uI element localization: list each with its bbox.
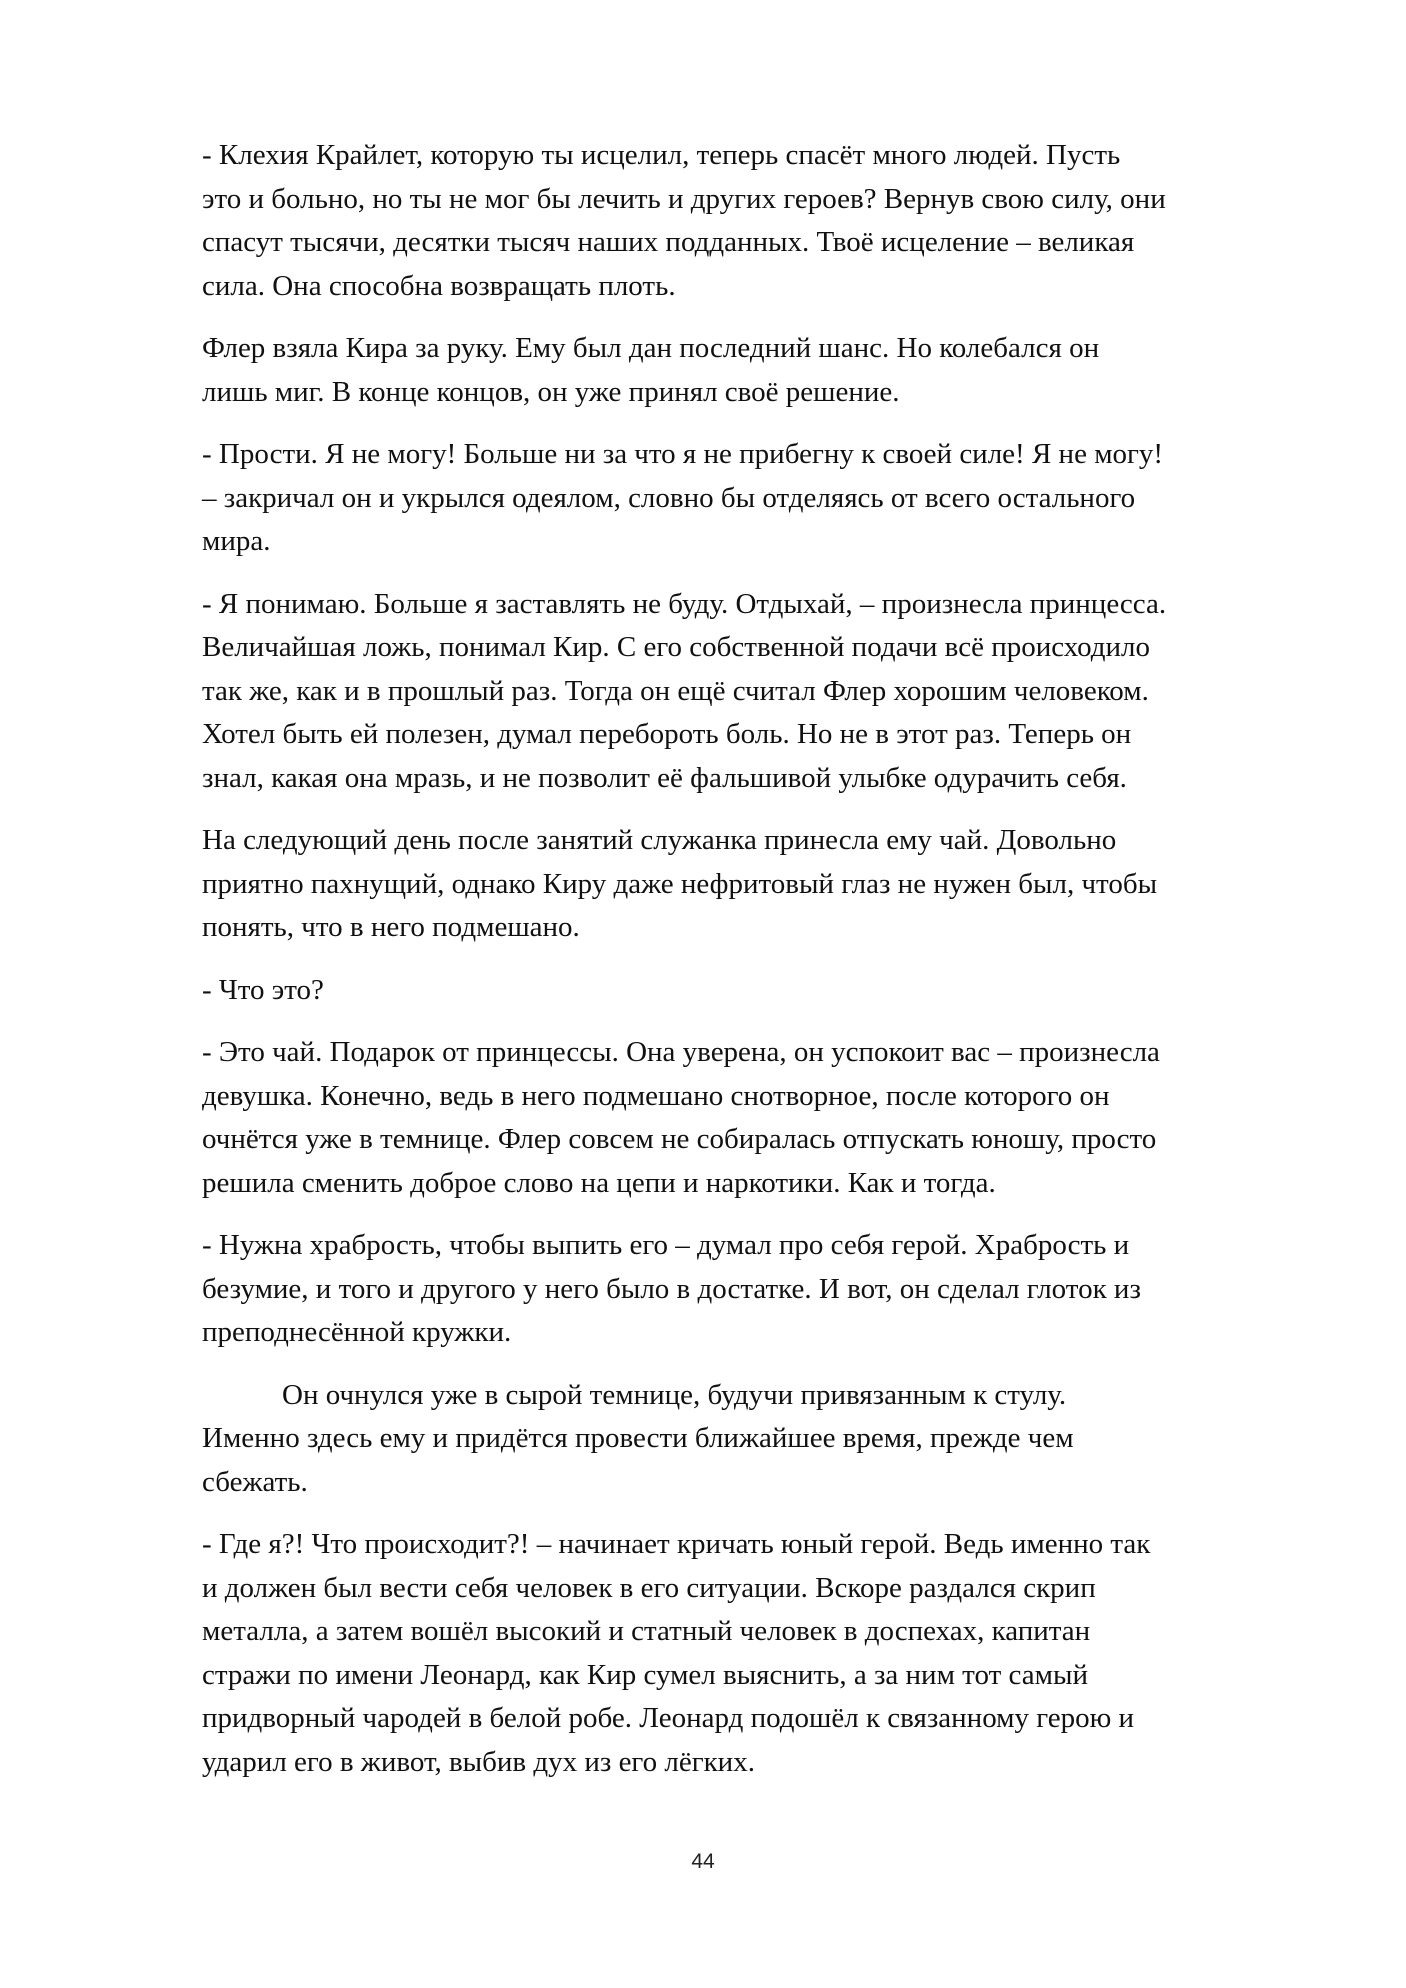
line-text: это и больно, но ты не мог бы лечить и других героев? Вернув свою силу, они <box>202 182 1166 215</box>
text-line <box>202 1697 1322 1741</box>
text-line <box>202 1461 1322 1505</box>
text-line <box>202 863 1322 907</box>
line-text: - Нужна храбрость, чтобы выпить его – думал про себя герой. Храбрость и <box>202 1229 1130 1261</box>
line-text: На следующий день после занятий служанка принесла ему чай. Довольно <box>202 824 1117 856</box>
text-line <box>202 371 1322 415</box>
line-text: Он очнулся уже в сырой темнице, будучи привязанным к стулу. <box>282 1378 1067 1411</box>
text-line <box>202 433 1322 477</box>
paragraph <box>202 1374 1322 1505</box>
text-line <box>202 520 1322 564</box>
line-text: Величайшая ложь, понимал Кир. С его собственной подачи всё происходило <box>202 631 1151 663</box>
text-line <box>202 327 1322 371</box>
paragraph <box>202 819 1322 950</box>
line-text: знал, какая она мразь, и не позволит её фальшивой улыбке одурачить себя. <box>202 761 1127 794</box>
text-line <box>202 1268 1322 1312</box>
line-text: Хотел быть ей полезен, думал перебороть боль. Но не в этот раз. Теперь он <box>202 718 1132 750</box>
line-text: Именно здесь ему и придётся провести ближайшее время, прежде чем <box>202 1422 1074 1454</box>
line-text: - Прости. Я не могу! Больше ни за что я не прибегну к своей силе! Я не могу! <box>202 438 1164 470</box>
text-body <box>202 134 1322 1803</box>
line-text: спасут тысячи, десятки тысяч наших подданных. Твоё исцеление – великая <box>202 226 1135 258</box>
text-line <box>202 1162 1322 1206</box>
line-text: приятно пахнущий, однако Киру даже нефритовый глаз не нужен был, чтобы <box>202 867 1158 900</box>
text-line <box>202 819 1322 863</box>
text-line <box>202 1118 1322 1162</box>
line-text: - Где я?! Что происходит?! – начинает кричать юный герой. Ведь именно так <box>202 1528 1151 1560</box>
line-text: ударил его в живот, выбив дух из его лёгких. <box>202 1745 755 1778</box>
line-text: безумие, и того и другого у него было в достатке. И вот, он сделал глоток из <box>202 1272 1141 1305</box>
text-line <box>202 221 1322 265</box>
text-line <box>202 178 1322 222</box>
line-text: - Я понимаю. Больше я заставлять не буду. Отдыхай, – произнесла принцесса. <box>202 587 1167 620</box>
text-line <box>202 1075 1322 1119</box>
paragraph <box>202 1031 1322 1205</box>
page-number: 44 <box>691 1850 715 1873</box>
line-text: сила. Она способна возвращать плоть. <box>202 269 676 302</box>
text-line <box>202 134 1322 178</box>
line-text: мира. <box>202 525 271 557</box>
line-text: очнётся уже в темнице. Флер совсем не собиралась отпускать юношу, просто <box>202 1123 1157 1155</box>
paragraph <box>202 583 1322 801</box>
text-line <box>202 477 1322 521</box>
text-line <box>202 1610 1322 1654</box>
text-line <box>202 1311 1322 1355</box>
text-line <box>202 1224 1322 1268</box>
line-text: - Что это? <box>202 973 324 1006</box>
line-text: так же, как и в прошлый раз. Тогда он ещё считал Флер хорошим человеком. <box>202 674 1149 707</box>
text-line <box>202 1031 1322 1075</box>
text-line <box>202 1374 1322 1418</box>
paragraph <box>202 134 1322 308</box>
text-line <box>202 713 1322 757</box>
text-line <box>202 906 1322 950</box>
line-text: лишь миг. В конце концов, он уже принял своё решение. <box>202 375 900 408</box>
text-line <box>202 1741 1322 1785</box>
text-line <box>202 670 1322 714</box>
text-line <box>202 1654 1322 1698</box>
text-line <box>202 265 1322 309</box>
paragraph <box>202 1523 1322 1784</box>
line-text: придворный чародей в белой робе. Леонард подошёл к связанному герою и <box>202 1702 1135 1734</box>
text-line <box>202 626 1322 670</box>
line-text: решила сменить доброе слово на цепи и наркотики. Как и тогда. <box>202 1166 996 1199</box>
text-line <box>202 583 1322 627</box>
text-line <box>202 757 1322 801</box>
line-text: – закричал он и укрылся одеялом, словно бы отделяясь от всего остального <box>202 481 1136 514</box>
text-line <box>202 1567 1322 1611</box>
line-text: преподнесённой кружки. <box>202 1316 512 1348</box>
paragraph <box>202 1224 1322 1355</box>
line-text: стражи по имени Леонард, как Кир сумел выяснить, а за ним тот самый <box>202 1658 1088 1691</box>
line-text: - Это чай. Подарок от принцессы. Она уверена, он успокоит вас – произнесла <box>202 1036 1160 1068</box>
paragraph <box>202 969 1322 1013</box>
text-line <box>202 1417 1322 1461</box>
text-line <box>202 969 1322 1013</box>
text-line <box>202 1523 1322 1567</box>
line-text: - Клехия Крайлет, которую ты исцелил, теперь спасёт много людей. Пусть <box>202 139 1121 171</box>
paragraph <box>202 327 1322 414</box>
line-text: металла, а затем вошёл высокий и статный человек в доспехах, капитан <box>202 1615 1091 1647</box>
line-text: девушка. Конечно, ведь в него подмешано снотворное, после которого он <box>202 1079 1110 1112</box>
paragraph <box>202 433 1322 564</box>
line-text: и должен был вести себя человек в его ситуации. Вскоре раздался скрип <box>202 1571 1096 1604</box>
line-text: понять, что в него подмешано. <box>202 911 580 943</box>
line-text: Флер взяла Кира за руку. Ему был дан последний шанс. Но колебался он <box>202 332 1100 364</box>
line-text: сбежать. <box>202 1465 308 1498</box>
